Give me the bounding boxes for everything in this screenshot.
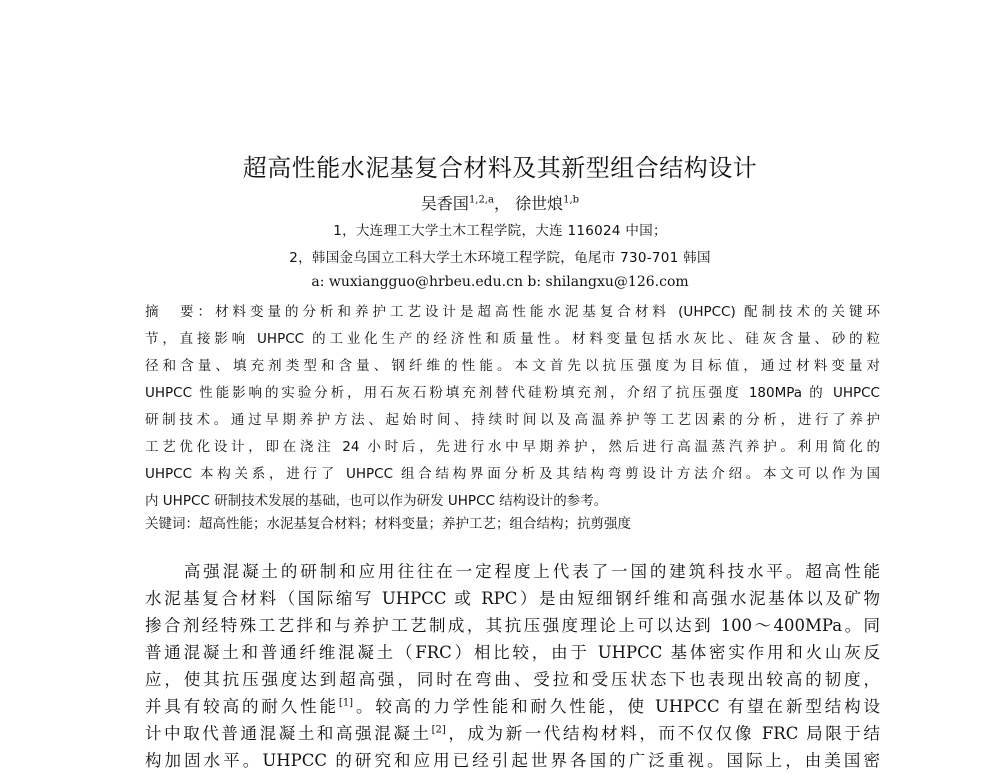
body-line: 构加固水平。UHPCC 的研究和应用已经引起世界各国的广泛重视。国际上，由美国密 xyxy=(145,751,880,770)
abstract-line: UHPCC 性能影响的实验分析，用石灰石粉填充剂替代硅粉填充剂，介绍了抗压强度 180MPa 的 UHPCC xyxy=(145,385,880,401)
body-text xyxy=(145,558,880,774)
body-text-segment: ，成为新一代结构材料，而不仅仅像 FRC 局限于结 xyxy=(445,724,880,743)
citation-ref[interactable]: [2] xyxy=(431,724,446,736)
author-2: 徐世烺 xyxy=(515,194,564,213)
body-line: 普通混凝土和普通纤维混凝土（FRC）相比较，由于 UHPCC 基体密实作用和火山灰反 xyxy=(145,643,880,662)
body-text-segment: 并具有较高的耐久性能 xyxy=(145,697,339,716)
author-separator: ， xyxy=(493,194,510,213)
author-1: 吴香国 xyxy=(420,194,469,213)
affiliation-2: 2，韩国金乌国立工科大学土木环境工程学院，龟尾市 730-701 韩国 xyxy=(289,250,711,266)
abstract-line: 工艺优化设计，即在浇注 24 小时后，先进行水中早期养护，然后进行高温蒸汽养护。利用简化的 xyxy=(145,439,880,455)
abstract-line: 摘 要：材料变量的分析和养护工艺设计是超高性能水泥基复合材料 (UHPCC) 配制技术的关键环 xyxy=(145,304,880,320)
body-line xyxy=(145,720,880,747)
abstract-line: 研制技术。通过早期养护方法、起始时间、持续时间以及高温养护等工艺因素的分析，进行了养护 xyxy=(145,412,880,428)
citation-ref[interactable]: [1] xyxy=(338,697,354,709)
abstract xyxy=(145,299,880,515)
body-line: 高强混凝土的研制和应用往往在一定程度上代表了一国的建筑科技水平。超高性能 xyxy=(145,562,880,581)
abstract-line: 节，直接影响 UHPCC 的工业化生产的经济性和质量性。材料变量包括水灰比、硅灰含量、砂的粒 xyxy=(145,331,880,347)
body-text-segment: 。较高的力学性能和耐久性能，使 UHPCC 有望在新型结构设 xyxy=(353,697,881,716)
body-line: 掺合剂经特殊工艺拌和与养护工艺制成，其抗压强度理论上可以达到 100～400MPa。同 xyxy=(145,616,880,635)
abstract-line: UHPCC 本构关系，进行了 UHPCC 组合结构界面分析及其结构弯剪设计方法介绍。本文可以作为国 xyxy=(145,466,880,482)
affiliation-1: 1，大连理工大学土木工程学院，大连 116024 中国； xyxy=(333,223,667,239)
author-2-affiliation: 1,b xyxy=(563,194,580,206)
keywords: 关键词：超高性能；水泥基复合材料；材料变量；养护工艺；组合结构；抗剪强度 xyxy=(145,516,631,532)
author-emails: a: wuxiangguo@hrbeu.edu.cn b: shilangxu@126.com xyxy=(311,274,689,290)
abstract-line: 内 UHPCC 研制技术发展的基础，也可以作为研发 UHPCC 结构设计的参考。 xyxy=(145,493,608,509)
body-line: 水泥基复合材料（国际缩写 UHPCC 或 RPC）是由短细钢纤维和高强水泥基体以及矿物 xyxy=(145,589,880,608)
paper-title: 超高性能水泥基复合材料及其新型组合结构设计 xyxy=(242,154,758,182)
author-1-affiliation: 1,2,a xyxy=(468,194,494,206)
author-line xyxy=(0,191,1000,214)
abstract-line: 径和含量、填充剂类型和含量、钢纤维的性能。本文首先以抗压强度为目标值，通过材料变量对 xyxy=(145,358,880,374)
body-text-segment: 计中取代普通混凝土和高强混凝土 xyxy=(145,724,432,743)
body-line xyxy=(145,693,880,720)
body-line: 应，使其抗压强度达到超高强，同时在弯曲、受拉和受压状态下也表现出较高的韧度， xyxy=(145,670,880,689)
